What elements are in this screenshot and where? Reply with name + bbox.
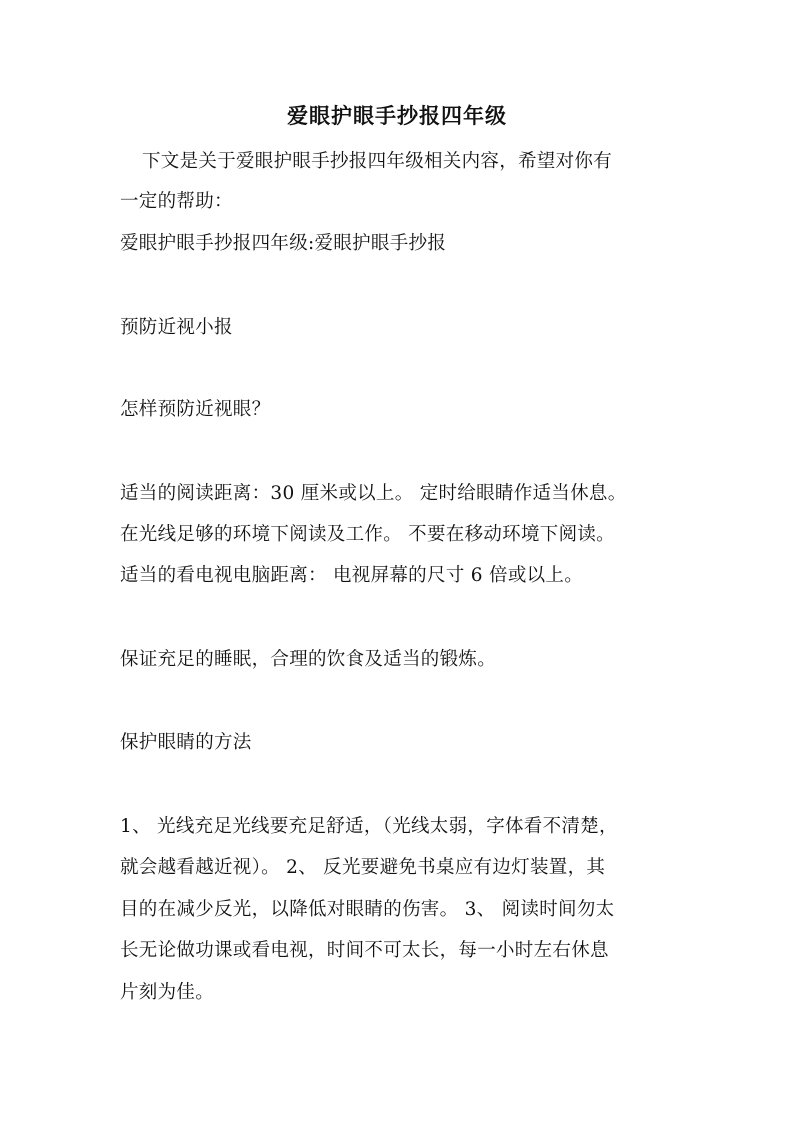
section-heading-methods: 保护眼睛的方法 <box>120 732 252 753</box>
document-title: 爱眼护眼手抄报四年级 <box>287 103 507 128</box>
tips-line-1: 适当的阅读距离：30 厘米或以上。 定时给眼睛作适当休息。 <box>120 483 627 504</box>
section-heading-newsletter: 预防近视小报 <box>120 317 233 338</box>
methods-line-1: 1、 光线充足光线要充足舒适，（光线太弱，字体看不清楚， <box>120 816 618 837</box>
intro-line-1: 下文是关于爱眼护眼手抄报四年级相关内容，希望对你有 <box>142 151 613 172</box>
methods-line-2: 就会越看越近视）。 2、 反光要避免书桌应有边灯装置，其 <box>120 857 606 878</box>
methods-line-3: 目的在减少反光，以降低对眼睛的伤害。 3、 阅读时间勿太 <box>120 899 615 920</box>
intro-line-2: 一定的帮助： <box>120 191 233 212</box>
methods-line-5: 片刻为佳。 <box>120 982 215 1003</box>
tips-line-4: 保证充足的睡眠，合理的饮食及适当的锻炼。 <box>120 649 497 670</box>
methods-line-4: 长无论做功课或看电视，时间不可太长，每一小时左右休息 <box>120 940 609 961</box>
subtitle-line: 爱眼护眼手抄报四年级:爱眼护眼手抄报 <box>120 233 447 254</box>
tips-line-3: 适当的看电视电脑距离： 电视屏幕的尺寸 6 倍或以上。 <box>120 565 584 586</box>
tips-line-2: 在光线足够的环境下阅读及工作。 不要在移动环境下阅读。 <box>120 524 615 545</box>
section-heading-question: 怎样预防近视眼？ <box>120 399 271 420</box>
